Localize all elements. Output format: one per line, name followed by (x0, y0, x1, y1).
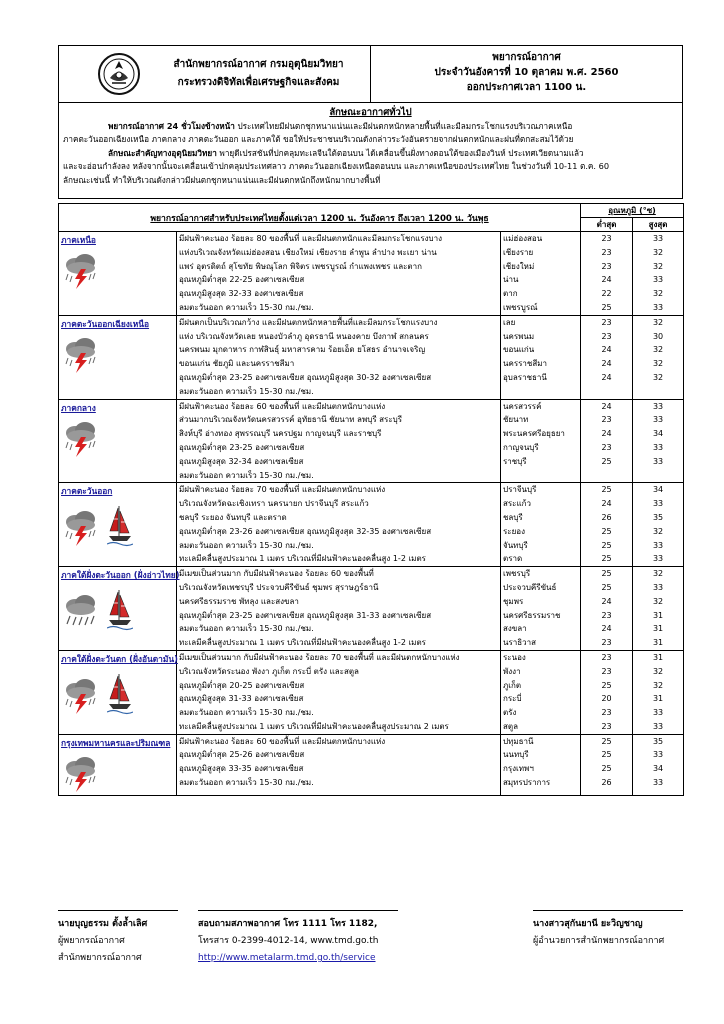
forecast-line: ทะเลมีคลื่นสูงประมาณ 1 เมตร บริเวณที่มีฝนฟ้าคะนองคลื่นสูง 1-2 เมตร (179, 638, 426, 648)
synoptic-text-cont: และจะอ่อนกำลังลง หลังจากนั้นจะเคลื่อนเข้าปกคลุมประเทศลาว ภาคตะวันออกเฉียงเหนือตอนบน และภาคเหนือของประเทศไทย ในช่วงวันที่ 10-11 ต.ค. 60 (63, 161, 610, 171)
min-temp: 25 (601, 485, 612, 495)
max-temp: 33 (652, 554, 664, 564)
station-min-temps (581, 650, 633, 734)
department-name: สำนักพยากรณ์อากาศ กรมอุตุนิยมวิทยา (173, 59, 344, 70)
station-name: สตูล (503, 721, 518, 731)
region-forecast-text (177, 483, 501, 567)
station-min-temps (581, 399, 633, 483)
min-temp: 23 (601, 415, 612, 425)
min-temp: 25 (601, 736, 612, 746)
forecast-line: ทะเลมีคลื่นสูงประมาณ 1 เมตร บริเวณที่มีฝนฟ้าคะนองคลื่นสูง 1-2 เมตร (179, 554, 426, 564)
max-temp: 33 (652, 234, 664, 243)
max-temp: 33 (652, 708, 664, 718)
max-temp: 33 (652, 415, 664, 425)
station-name: จันทบุรี (503, 540, 528, 550)
region-cell (59, 567, 180, 651)
station-name: ชุมพร (503, 596, 524, 606)
min-temp: 24 (601, 275, 612, 285)
max-temp: 33 (652, 456, 664, 466)
weather-icons (61, 420, 174, 460)
thunderstorm-icon (61, 755, 101, 795)
station-names (501, 567, 581, 651)
forecast-line: อุณหภูมิต่ำสุด 20-25 องศาเซลเซียส (179, 680, 305, 690)
min-temp: 25 (601, 582, 612, 592)
max-temp: 31 (652, 638, 664, 648)
region-cell (59, 650, 177, 734)
max-temp: 33 (652, 721, 664, 731)
forecast-line: อุณหภูมิต่ำสุด 23-25 องศาเซลเซียส (179, 442, 305, 452)
forecast-line: อุณหภูมิต่ำสุด 25-26 องศาเซลเซียส (179, 750, 305, 760)
forecast-line: อุณหภูมิต่ำสุด 23-26 องศาเซลเซียส อุณหภูมิสูงสุด 32-35 องศาเซลเซียส (179, 526, 432, 536)
forecast-24h-text: ประเทศไทยมีฝนตกชุกหนาแน่นและมีฝนตกหนักหลายพื้นที่และมีลมกระโชกแรงบริเวณภาคเหนือ (234, 120, 573, 131)
forecast-line: มีฝนฟ้าคะนอง ร้อยละ 60 ของพื้นที่ และมีฝนตกหนักบางแห่ง (179, 736, 386, 746)
max-temp: 33 (652, 582, 664, 592)
station-name: เพชรบุรี (503, 569, 531, 579)
station-name: พังงา (503, 666, 521, 676)
signature-line (533, 910, 683, 911)
min-temp: 23 (601, 261, 612, 271)
forecast-line: ลมตะวันออก ความเร็ว 15-30 กม./ชม. (179, 540, 314, 550)
station-name: อุบลราชธานี (503, 372, 547, 382)
forecast-line: อุณหภูมิสูงสุด 32-33 องศาเซลเซียส (179, 289, 304, 299)
station-min-temps (581, 734, 633, 795)
max-temp: 33 (652, 401, 664, 411)
station-name: ตาก (503, 289, 518, 299)
forecast-line: อุณหภูมิสูงสุด 32-34 องศาเซลเซียส (179, 456, 304, 466)
min-temp: 23 (601, 247, 612, 257)
bulletin-issued-time: ออกประกาศเวลา 1100 น. (466, 82, 587, 93)
min-temp: 25 (601, 456, 612, 466)
station-names (501, 399, 581, 483)
station-max-temps (633, 734, 684, 795)
forecaster-name: นายบุญธรรม ตั้งล้ำเลิศ (58, 919, 148, 929)
bulletin-title: พยากรณ์อากาศ (492, 52, 561, 63)
min-temp: 24 (601, 624, 612, 634)
thunderstorm-icon (61, 677, 101, 717)
min-temp: 25 (601, 750, 612, 760)
synoptic-label: ลักษณะสำคัญทางอุตุนิยมวิทยา (108, 147, 217, 158)
contact-phone: สอบถามสภาพอากาศ โทร 1111 โทร 1182, (198, 919, 378, 929)
region-cell (59, 734, 177, 795)
station-names (501, 232, 581, 316)
max-temp: 31 (652, 652, 664, 662)
signature-line (58, 910, 178, 911)
station-name: กาญจนบุรี (503, 442, 539, 452)
synoptic-text: พายุดีเปรสชันที่ปกคลุมทะเลจีนใต้ตอนบน ได้เคลื่อนขึ้นฝั่งทางตอนใต้ของเมืองวินห์ ประเทศเวียดนามแล้ว (216, 147, 584, 158)
general-weather-title: ลักษณะอากาศทั่วไป (329, 107, 412, 118)
synoptic-paragraph (63, 147, 678, 161)
station-name: นครศรีธรรมราช (503, 610, 561, 620)
min-temp: 25 (601, 680, 612, 690)
min-temp: 24 (601, 401, 612, 411)
forecast-line: อุณหภูมิสูงสุด 31-33 องศาเซลเซียส (179, 694, 304, 704)
station-max-temps (633, 567, 684, 651)
forecast-line: สิงห์บุรี อ่างทอง สุพรรณบุรี นครปฐม กาญจนบุรี และราชบุรี (179, 429, 382, 439)
forecast-line: ชลบุรี ระยอง จันทบุรี และตราด (179, 512, 287, 522)
bulletin-title-block (371, 46, 682, 102)
forecast-line: บริเวณจังหวัดเพชรบุรี ประจวบคีรีขันธ์ ชุมพร สุราษฎร์ธานี (179, 582, 379, 592)
min-temp: 23 (601, 721, 612, 731)
max-temp: 32 (652, 372, 664, 382)
station-max-temps (633, 399, 684, 483)
synoptic-text-cont-2: ลักษณะเช่นนี้ ทำให้บริเวณดังกล่าวมีฝนตกชุกหนาแน่นและมีฝนตกหนักถึงหนักมากบางพื้นที่ (63, 174, 381, 185)
region-row (59, 650, 684, 734)
min-temp: 23 (601, 652, 612, 662)
max-temp: 32 (652, 359, 664, 369)
weather-icons (61, 587, 174, 633)
max-temp: 33 (652, 540, 664, 550)
forecast-24h-paragraph (63, 120, 678, 134)
min-temp: 24 (601, 372, 612, 382)
min-temp: 24 (601, 596, 612, 606)
forecast-line: ลมตะวันออก ความเร็ว 15-30 กม./ชม. (179, 386, 314, 396)
max-temp: 32 (652, 345, 664, 355)
forecast-line: มีฝนฟ้าคะนอง ร้อยละ 60 ของพื้นที่ และมีฝนตกหนักบางแห่ง (179, 401, 386, 411)
max-temp: 33 (652, 750, 664, 760)
station-min-temps (581, 483, 633, 567)
forecaster-role: ผู้พยากรณ์อากาศ (58, 936, 125, 946)
station-name: นครพนม (503, 331, 535, 341)
min-temp: 25 (601, 526, 612, 536)
station-name: นครราชสีมา (503, 359, 547, 369)
max-temp: 34 (652, 764, 664, 774)
region-cell (59, 483, 177, 567)
max-temp: 31 (652, 624, 664, 634)
forecast-line: มีเมฆเป็นส่วนมาก กับมีฝนฟ้าคะนอง ร้อยละ 70 ของพื้นที่ และมีฝนตกหนักบางแห่ง (179, 652, 460, 662)
min-temp: 25 (601, 554, 612, 564)
region-row (59, 483, 684, 567)
region-forecast-text (177, 399, 501, 483)
station-name: ปทุมธานี (503, 736, 534, 746)
thunderstorm-icon (61, 509, 101, 549)
region-name[interactable]: ภาคกลาง (61, 402, 96, 413)
forecast-line: บริเวณจังหวัดระนอง พังงา ภูเก็ต กระบี่ ตรัง และสตูล (179, 666, 359, 676)
region-forecast-text (177, 232, 501, 316)
bulletin-date: ประจำวันอังคารที่ 10 ตุลาคม พ.ศ. 2560 (434, 67, 619, 78)
forecast-line: แพร่ อุตรดิตถ์ สุโขทัย พิษณุโลก พิจิตร เพชรบูรณ์ กำแพงเพชร และตาก (179, 261, 422, 271)
contact-fax: โทรสาร 0-2399-4012-14, www.tmd.go.th (198, 936, 379, 946)
region-cell (59, 315, 177, 399)
forecast-line: อุณหภูมิสูงสุด 33-35 องศาเซลเซียส (179, 764, 304, 774)
director-block (533, 916, 664, 950)
signature-line (198, 910, 398, 911)
weather-icons (61, 503, 174, 549)
max-temp: 34 (652, 485, 664, 495)
weather-icons (61, 252, 174, 292)
station-name: ขอนแก่น (503, 345, 535, 355)
forecast-line: มีฝนตกเป็นบริเวณกว้าง และมีฝนตกหนักหลายพื้นที่และมีลมกระโชกแรงบาง (179, 317, 438, 327)
region-row (59, 567, 684, 651)
min-temp: 23 (601, 708, 612, 718)
min-temp: 22 (601, 289, 612, 299)
station-name: ระนอง (503, 652, 526, 662)
min-temp: 24 (601, 429, 612, 439)
max-temp: 32 (652, 666, 664, 676)
min-temp: 23 (601, 442, 612, 452)
general-weather-section (58, 103, 683, 199)
max-temp: 32 (652, 569, 664, 579)
thunderstorm-icon (61, 336, 101, 376)
forecast-line: นครพนม มุกดาหาร กาฬสินธุ์ มหาสารคาม ร้อยเอ็ด ยโสธร อำนาจเจริญ (179, 345, 426, 355)
region-cell (59, 399, 177, 483)
station-names (501, 483, 581, 567)
forecast-line: ส่วนมากบริเวณจังหวัดนครสวรรค์ อุทัยธานี ชัยนาท ลพบุรี สระบุรี (179, 415, 403, 425)
min-temp: 24 (601, 499, 612, 509)
station-name: ปราจีนบุรี (503, 485, 537, 495)
station-name: เชียงใหม่ (503, 261, 535, 271)
region-row (59, 232, 684, 316)
bulletin-header (58, 45, 683, 103)
forecast-line: ลมตะวันออก ความเร็ว 15-30 กม./ชม. (179, 624, 314, 634)
forecast-line: แห่ง บริเวณจังหวัดเลย หนองบัวลำภู อุดรธานี หนองคาย บึงกาฬ สกลนคร (179, 331, 429, 341)
weather-icons (61, 336, 174, 376)
service-link[interactable]: http://www.metalarm.tmd.go.th/service (198, 953, 376, 963)
station-max-temps (633, 232, 684, 316)
forecast-line: ลมตะวันออก ความเร็ว 15-30 กม./ชม. (179, 778, 314, 788)
thunderstorm-icon (61, 420, 101, 460)
region-row (59, 315, 684, 399)
station-name: นราธิวาส (503, 638, 537, 648)
station-name: ราชบุรี (503, 456, 527, 466)
bulletin-page (58, 45, 683, 796)
weather-icons (61, 671, 174, 717)
station-name: สมุทรปราการ (503, 778, 551, 788)
station-name: สระแก้ว (503, 499, 531, 509)
forecast-line: มีเมฆเป็นส่วนมาก กับมีฝนฟ้าคะนอง ร้อยละ 60 ของพื้นที่ (179, 569, 374, 579)
max-temp: 32 (652, 680, 664, 690)
station-name: ภูเก็ต (503, 680, 522, 690)
station-names (501, 315, 581, 399)
region-name[interactable]: ภาคตะวันออกเฉียงเหนือ (61, 318, 150, 329)
station-name: ชลบุรี (503, 512, 523, 522)
station-name: เลย (503, 317, 516, 327)
max-temp: 32 (652, 247, 664, 257)
region-row (59, 399, 684, 483)
forecast-table-body (59, 232, 684, 796)
forecaster-block (58, 916, 147, 967)
max-temp: 33 (652, 442, 664, 452)
station-name: ระยอง (503, 526, 525, 536)
station-name: เชียงราย (503, 247, 534, 257)
region-name[interactable]: ภาคใต้ฝั่งตะวันตก (ฝั่งอันดามัน) (61, 653, 178, 664)
station-max-temps (633, 483, 684, 567)
thunderstorm-icon (61, 252, 101, 292)
forecast-line: ขอนแก่น ชัยภูมิ และนครราชสีมา (179, 359, 295, 369)
station-names (501, 734, 581, 795)
station-min-temps (581, 567, 633, 651)
station-min-temps (581, 232, 633, 316)
forecast-line: แห่งบริเวณจังหวัดแม่ฮ่องสอน เชียงใหม่ เชียงราย ลำพูน ลำปาง พะเยา น่าน (179, 247, 437, 257)
min-temp: 23 (601, 317, 612, 327)
forecast-line: มีฝนฟ้าคะนอง ร้อยละ 80 ของพื้นที่ และมีฝนตกหนักและมีลมกระโชกแรงบาง (179, 234, 443, 243)
region-forecast-text (177, 650, 501, 734)
forecast-line: อุณหภูมิต่ำสุด 23-25 องศาเซลเซียส อุณหภูมิสูงสุด 30-32 องศาเซลเซียส (179, 372, 432, 382)
contact-block (198, 916, 378, 967)
station-name: น่าน (503, 275, 519, 285)
department-block (59, 46, 371, 102)
station-max-temps (633, 650, 684, 734)
region-forecast-text (177, 315, 501, 399)
forecast-line: บริเวณจังหวัดฉะเชิงเทรา นครนายก ปราจีนบุรี สระแก้ว (179, 499, 369, 509)
station-max-temps (633, 315, 684, 399)
forecast-line: ลมตะวันออก ความเร็ว 15-30 กม./ชม. (179, 708, 314, 718)
min-temp: 25 (601, 569, 612, 579)
max-temp: 33 (652, 302, 664, 312)
max-temp: 32 (652, 289, 664, 299)
forecast-table (58, 203, 684, 796)
region-forecast-text (177, 567, 501, 651)
director-name: นางสาวสุกันยานี ยะวิญชาญ (533, 919, 643, 929)
temperature-header: อุณหภูมิ (°ซ) (581, 204, 684, 218)
max-temp: 35 (652, 512, 664, 522)
station-name: กรุงเทพฯ (503, 764, 534, 774)
station-name: นนทบุรี (503, 750, 529, 760)
min-temp: 24 (601, 345, 612, 355)
max-temp: 32 (652, 526, 664, 536)
sailboat-icon (107, 671, 133, 717)
station-name: แม่ฮ่องสอน (503, 234, 543, 243)
min-temp: 23 (601, 638, 612, 648)
weather-icons (61, 755, 174, 795)
region-name[interactable]: กรุงเทพมหานครและปริมณฑล (61, 737, 171, 748)
max-temp: 30 (652, 331, 664, 341)
max-temp: 32 (652, 596, 664, 606)
max-temp: 35 (652, 736, 664, 746)
director-role: ผู้อำนวยการสำนักพยากรณ์อากาศ (533, 936, 665, 946)
max-temp: 33 (652, 275, 664, 285)
min-temp: 26 (601, 512, 612, 522)
region-name[interactable]: ภาคเหนือ (61, 235, 96, 245)
station-name: สงขลา (503, 624, 527, 634)
station-name: ตราด (503, 554, 523, 564)
station-name: ชัยนาท (503, 415, 529, 425)
min-temp: 25 (601, 540, 612, 550)
max-temp-header: สูงสุด (633, 218, 684, 232)
region-name[interactable]: ภาคตะวันออก (61, 486, 113, 497)
forecast-line: มีฝนฟ้าคะนอง ร้อยละ 70 ของพื้นที่ และมีฝนตกหนักบางแห่ง (179, 485, 386, 495)
forecast-line: ลมตะวันออก ความเร็ว 15-30 กม./ชม. (179, 470, 314, 480)
forecast-24h-label: พยากรณ์อากาศ 24 ชั่วโมงข้างหน้า (108, 120, 235, 131)
max-temp: 33 (652, 778, 664, 788)
min-temp: 26 (601, 778, 612, 788)
forecast-line: ลมตะวันออก ความเร็ว 15-30 กม./ชม. (179, 302, 314, 312)
min-temp-header: ต่ำสุด (581, 218, 633, 232)
min-temp: 25 (601, 302, 612, 312)
ministry-name: กระทรวงดิจิทัลเพื่อเศรษฐกิจและสังคม (177, 77, 340, 88)
max-temp: 32 (652, 261, 664, 271)
region-name[interactable]: ภาคใต้ฝั่งตะวันออก (ฝั่งอ่าวไทย) (61, 570, 180, 581)
sailboat-icon (107, 587, 133, 633)
forecast-line: อุณหภูมิต่ำสุด 23-25 องศาเซลเซียส อุณหภูมิสูงสุด 31-33 องศาเซลเซียส (179, 610, 432, 620)
forecast-line: อุณหภูมิต่ำสุด 22-25 องศาเซลเซียส (179, 275, 305, 285)
rain-cloud-icon (61, 593, 101, 633)
station-name: ตรัง (503, 708, 517, 718)
sailboat-icon (107, 503, 133, 549)
department-seal-icon (97, 52, 141, 96)
station-name: กระบี่ (503, 694, 522, 704)
min-temp: 23 (601, 234, 612, 243)
max-temp: 31 (652, 610, 664, 620)
min-temp: 24 (601, 359, 612, 369)
max-temp: 32 (652, 317, 664, 327)
max-temp: 31 (652, 694, 664, 704)
station-name: พระนครศรีอยุธยา (503, 429, 565, 439)
max-temp: 33 (652, 499, 664, 509)
station-min-temps (581, 315, 633, 399)
forecast-line: ทะเลมีคลื่นสูงประมาณ 1 เมตร บริเวณที่มีฝนฟ้าคะนองคลื่นสูงประมาณ 2 เมตร (179, 721, 449, 731)
min-temp: 23 (601, 331, 612, 341)
region-row (59, 734, 684, 795)
min-temp: 25 (601, 764, 612, 774)
min-temp: 20 (601, 694, 612, 704)
station-names (501, 650, 581, 734)
station-name: นครสวรรค์ (503, 401, 542, 411)
station-name: ประจวบคีรีขันธ์ (503, 582, 557, 592)
forecast-24h-text-cont: ภาคตะวันออกเฉียงเหนือ ภาคกลาง ภาคตะวันออก และภาคใต้ ขอให้ประชาชนบริเวณดังกล่าวระวังอันตรายจากฝนตกหนักและฝนที่ตกสะสมไว้ด้วย (63, 134, 574, 144)
region-forecast-text (177, 734, 501, 795)
forecaster-office: สำนักพยากรณ์อากาศ (58, 953, 142, 963)
forecast-line: นครศรีธรรมราช พัทลุง และสงขลา (179, 596, 299, 606)
station-name: เพชรบูรณ์ (503, 302, 538, 312)
max-temp: 34 (652, 429, 664, 439)
min-temp: 23 (601, 610, 612, 620)
min-temp: 23 (601, 666, 612, 676)
region-cell (59, 232, 177, 316)
forecast-period-header: พยากรณ์อากาศสำหรับประเทศไทยตั้งแต่เวลา 1200 น. วันอังคาร ถึงเวลา 1200 น. วันพุธ (59, 204, 581, 232)
